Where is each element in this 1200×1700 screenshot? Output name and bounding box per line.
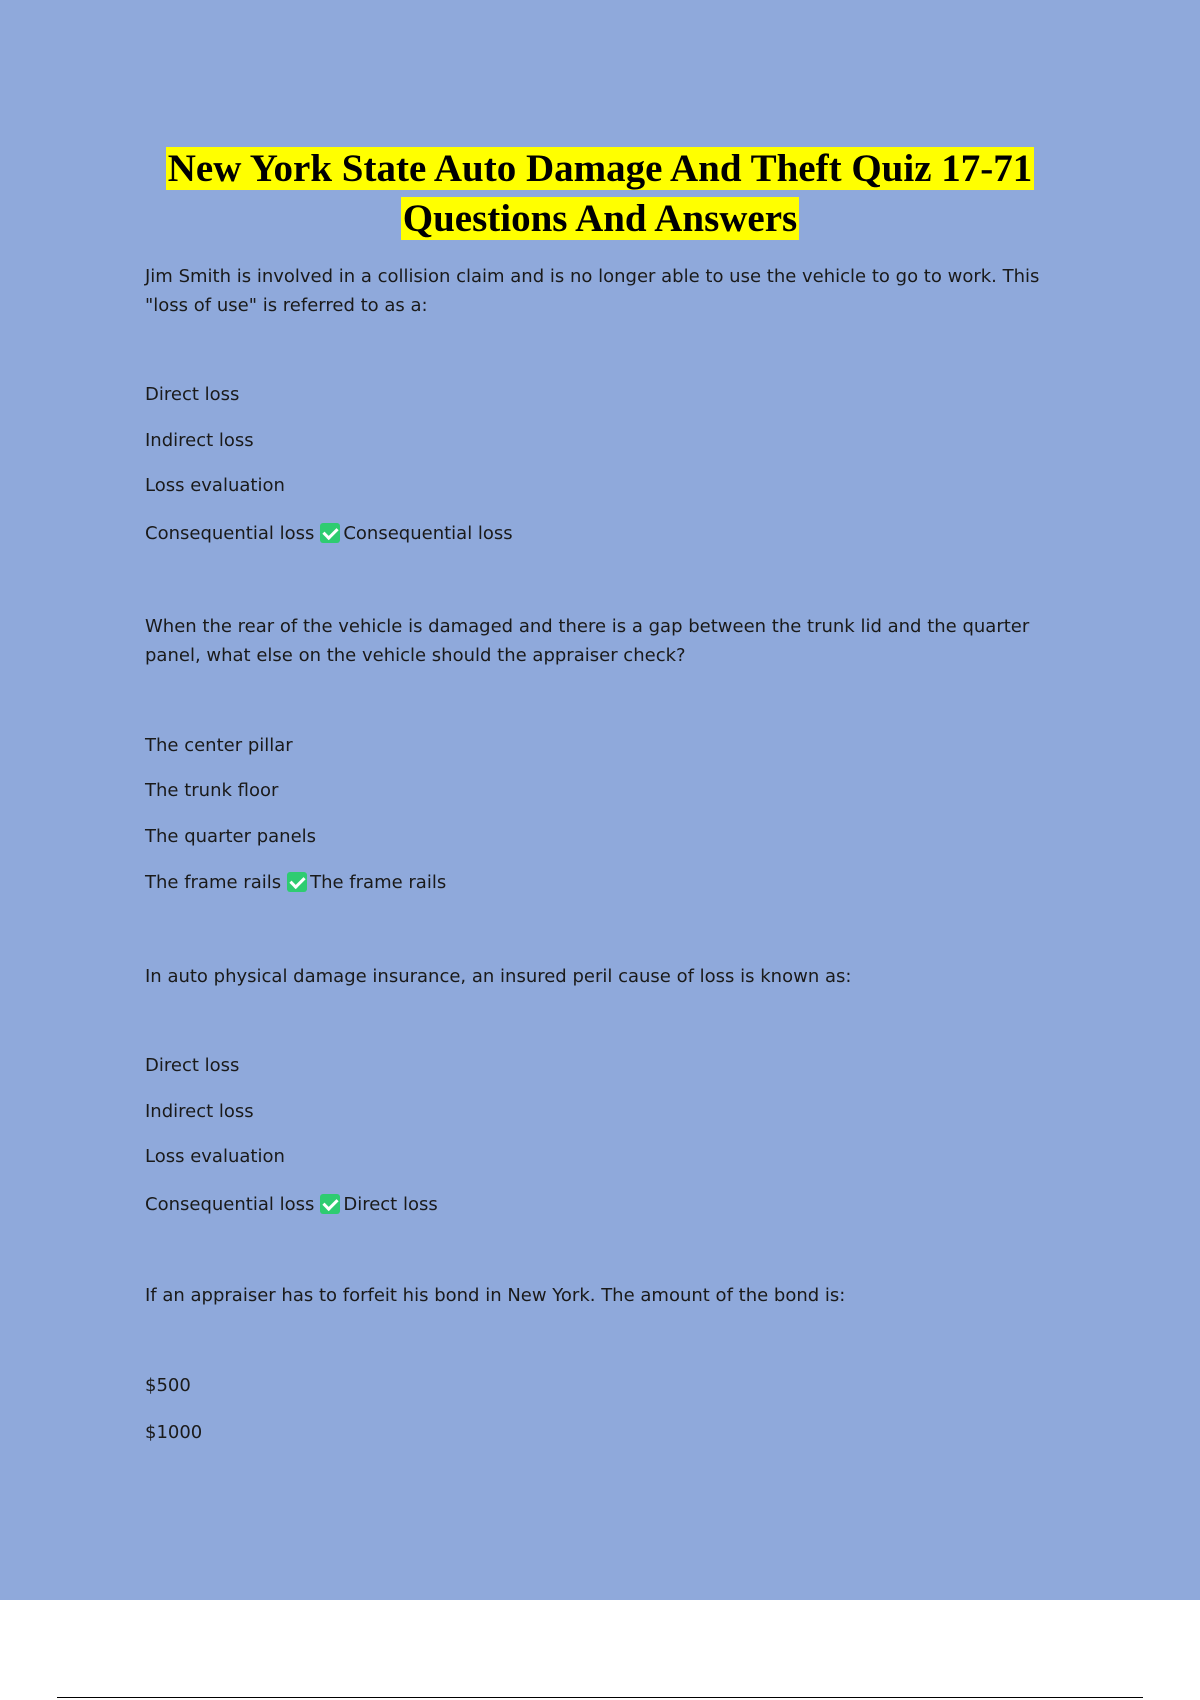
- question-3-option-4: Consequential loss: [145, 1194, 315, 1215]
- question-2-option-4: The frame rails: [145, 872, 282, 893]
- green-check-icon: [320, 1194, 340, 1214]
- green-check-icon: [287, 872, 307, 892]
- question-2-text: When the rear of the vehicle is damaged and there is a gap between the trunk lid and the quarter panel, what else on the vehicle should the appraiser check?: [145, 616, 1030, 666]
- question-4-option-1: $500: [145, 1375, 191, 1396]
- question-3-option-4-row: [145, 1190, 438, 1219]
- title-line-1: New York State Auto Damage And Theft Quiz 17-71: [167, 147, 1033, 190]
- question-2-option-1: The center pillar: [145, 735, 293, 756]
- question-3-option-2: Indirect loss: [145, 1101, 254, 1122]
- question-3-option-3: Loss evaluation: [145, 1146, 285, 1167]
- question-2-option-2: The trunk floor: [145, 780, 279, 801]
- question-2-option-4-row: [145, 868, 446, 897]
- document-title: [0, 144, 1200, 244]
- question-1-answer: Consequential loss: [343, 523, 513, 544]
- question-3-text: In auto physical damage insurance, an insured peril cause of loss is known as:: [145, 966, 852, 987]
- question-2-option-3: The quarter panels: [145, 826, 317, 847]
- question-1-text: Jim Smith is involved in a collision claim and is no longer able to use the vehicle to go to work. This "loss of use" is referred to as a:: [145, 266, 1040, 316]
- question-4-option-2: $1000: [145, 1422, 203, 1443]
- title-line-2: Questions And Answers: [402, 197, 798, 240]
- question-3-option-1: Direct loss: [145, 1055, 240, 1076]
- green-check-icon: [320, 523, 340, 543]
- question-3-answer: Direct loss: [343, 1194, 438, 1215]
- question-1-option-4-row: [145, 519, 513, 548]
- question-1-option-2: Indirect loss: [145, 430, 254, 451]
- footer-divider: [57, 1697, 1143, 1698]
- question-1-option-1: Direct loss: [145, 384, 240, 405]
- question-1-option-4: Consequential loss: [145, 523, 315, 544]
- question-2-answer: The frame rails: [310, 872, 447, 893]
- question-1-option-3: Loss evaluation: [145, 475, 285, 496]
- question-4-text: If an appraiser has to forfeit his bond in New York. The amount of the bond is:: [145, 1285, 846, 1306]
